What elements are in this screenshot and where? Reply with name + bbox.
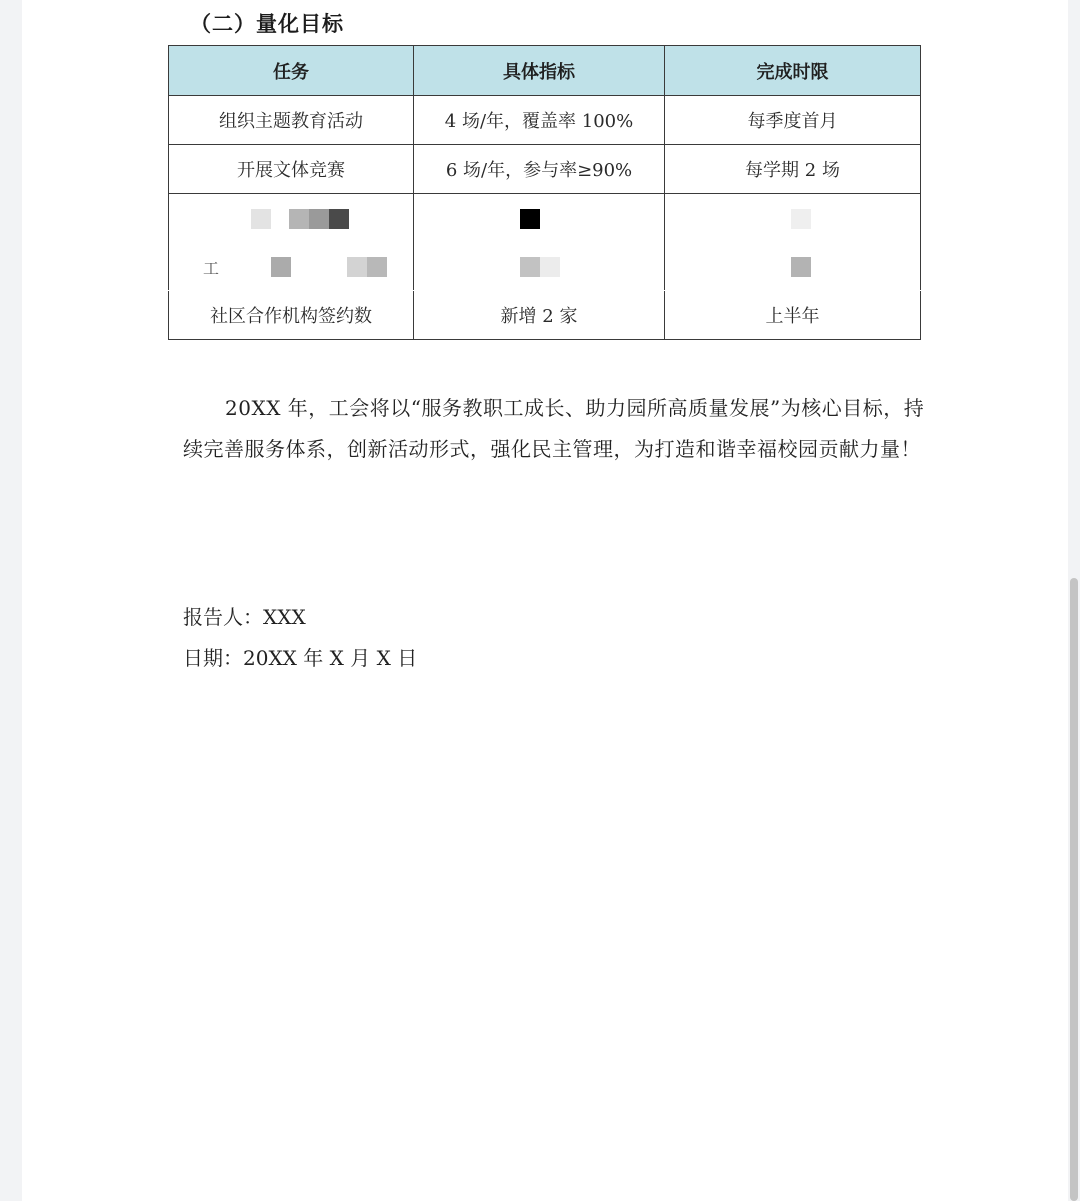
date-line: 日期：20XX 年 X 月 X 日: [183, 646, 418, 670]
section-heading: （二）量化目标: [190, 12, 344, 36]
partial-glyph: 工: [203, 259, 220, 278]
table-row: [169, 145, 921, 194]
pixelation-block: [347, 257, 367, 277]
cell-indicator: 新增 2 家: [414, 291, 665, 340]
scrollbar-thumb[interactable]: [1070, 578, 1078, 1201]
pixelation-block: [251, 209, 271, 229]
table-header-row: [169, 46, 921, 96]
cell-deadline: 每学期 2 场: [665, 145, 921, 194]
header-indicator: 具体指标: [414, 46, 665, 96]
quantified-goals-table: [168, 45, 921, 340]
redacted-cell: [414, 242, 665, 291]
redacted-cell: [169, 194, 414, 243]
redacted-cell: [414, 194, 665, 243]
pixelation-block: [520, 257, 540, 277]
pixelation-block: [791, 209, 811, 229]
scrollbar-track[interactable]: [1068, 0, 1080, 1201]
header-deadline: 完成时限: [665, 46, 921, 96]
document-page: [22, 0, 1068, 1201]
pixelation-block: [540, 257, 560, 277]
pixelation-block: [329, 209, 349, 229]
closing-paragraph: 20XX 年，工会将以“服务教职工成长、助力园所高质量发展”为核心目标，持续完善服务体系，创新活动形式，强化民主管理，为打造和谐幸福校园贡献力量！: [183, 396, 925, 461]
redacted-cell: [169, 242, 414, 291]
cell-indicator: 4 场/年，覆盖率 100%: [414, 96, 665, 145]
pixelation-block: [271, 257, 291, 277]
cell-indicator: 6 场/年，参与率≥90%: [414, 145, 665, 194]
pixelation-block: [367, 257, 387, 277]
signature-block: [183, 597, 417, 679]
pixelation-block: [289, 209, 309, 229]
table-row: [169, 96, 921, 145]
redacted-row: [169, 242, 921, 291]
redacted-cell: [665, 194, 921, 243]
cell-deadline: 上半年: [665, 291, 921, 340]
pixelation-block: [309, 209, 329, 229]
table-row: [169, 291, 921, 340]
cell-task: 社区合作机构签约数: [169, 291, 414, 340]
cell-task: 组织主题教育活动: [169, 96, 414, 145]
pixelation-block: [791, 257, 811, 277]
reporter-line: 报告人：XXX: [183, 605, 306, 629]
cell-deadline: 每季度首月: [665, 96, 921, 145]
redacted-cell: [665, 242, 921, 291]
redacted-row: [169, 194, 921, 243]
header-task: 任务: [169, 46, 414, 96]
cell-task: 开展文体竞赛: [169, 145, 414, 194]
pixelation-block: [520, 209, 540, 229]
